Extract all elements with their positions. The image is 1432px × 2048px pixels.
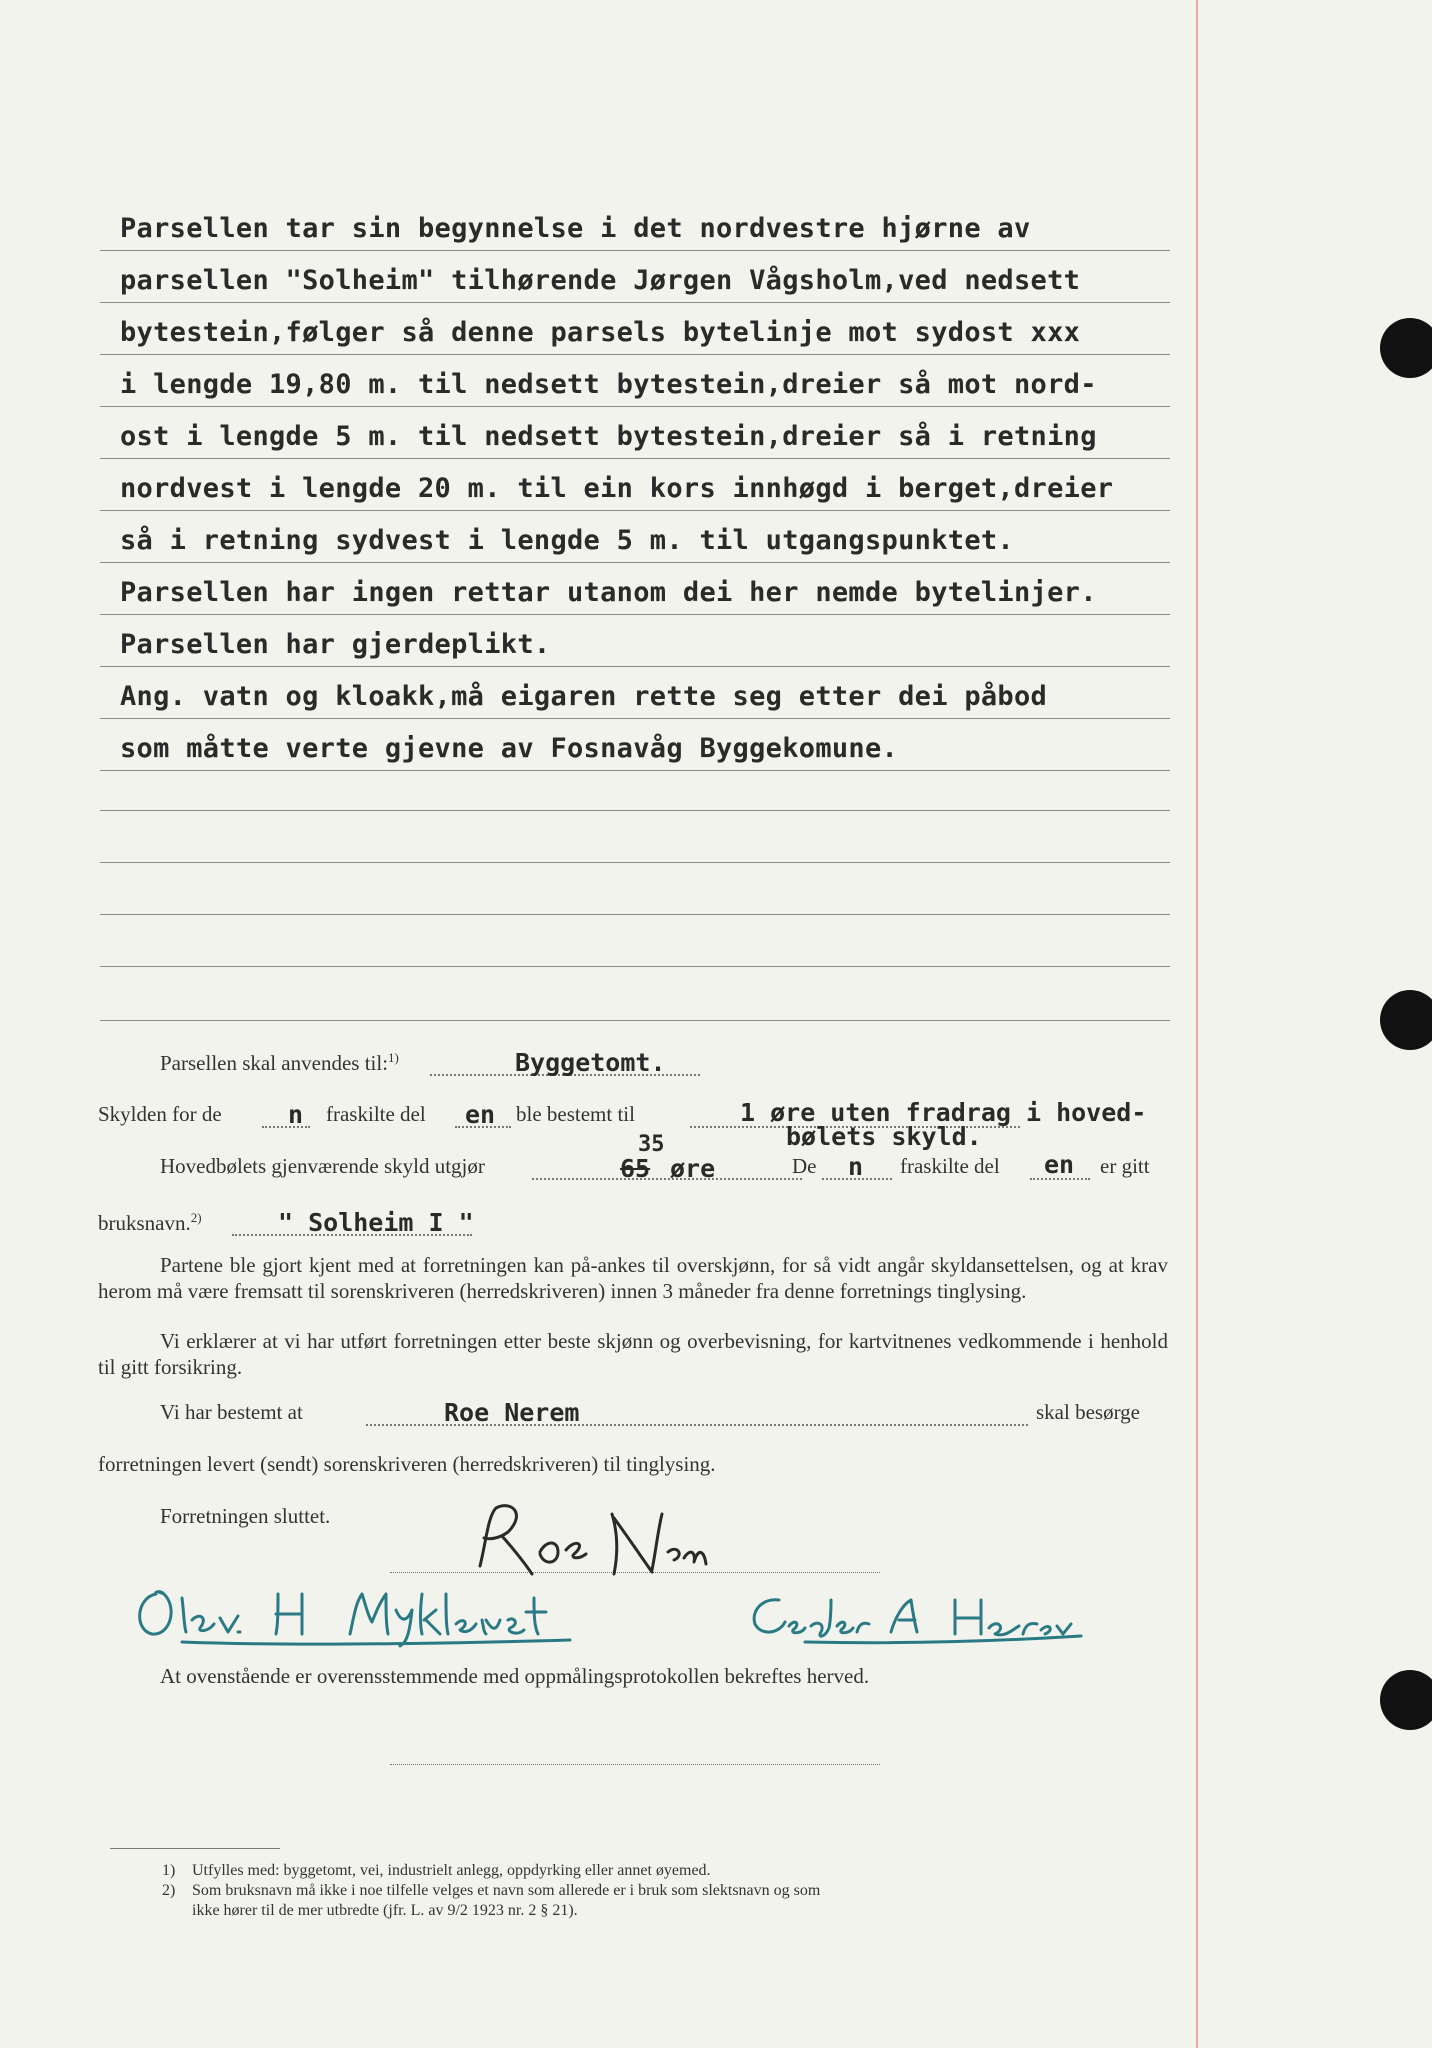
typed-line: som måtte verte gjevne av Fosnavåg Byggekomune. bbox=[100, 716, 1170, 771]
red-margin-line bbox=[1196, 0, 1198, 2048]
use-value: Byggetomt. bbox=[515, 1048, 666, 1077]
signature-line bbox=[390, 1764, 880, 1765]
skyld-fill-a: n bbox=[288, 1100, 304, 1129]
blank-line bbox=[100, 862, 1170, 863]
typed-line: Ang. vatn og kloakk,må eigaren rette seg etter dei påbod bbox=[100, 664, 1170, 719]
levert-line: forretningen levert (sendt) sorenskriveren (herredskriveren) til tinglysing. bbox=[98, 1452, 716, 1476]
blank-line bbox=[100, 914, 1170, 915]
typed-line: parsellen "Solheim" tilhørende Jørgen Vågsholm,ved nedsett bbox=[100, 248, 1170, 303]
typed-line: Parsellen har ingen rettar utanom dei her nemde bytelinjer. bbox=[100, 560, 1170, 615]
typed-line: Parsellen har gjerdeplikt. bbox=[100, 612, 1170, 667]
hoved-fill-a: n bbox=[848, 1152, 864, 1181]
hoved-unit: øre bbox=[670, 1154, 716, 1183]
skyld-fill-b: en bbox=[465, 1100, 496, 1129]
blank-line bbox=[100, 1020, 1170, 1021]
hoved-label: Hovedbølets gjenværende skyld utgjør bbox=[160, 1154, 485, 1178]
bestemt-value: Roe Nerem bbox=[444, 1398, 580, 1427]
footnote-rule bbox=[110, 1848, 280, 1849]
typed-line: nordvest i lengde 20 m. til ein kors innhøgd i berget,dreier bbox=[100, 456, 1170, 511]
punch-hole-bottom bbox=[1380, 1670, 1432, 1730]
dotted-fill bbox=[532, 1178, 802, 1180]
bestemt-label: Vi har bestemt at bbox=[160, 1400, 303, 1424]
hoved-fraskilte: fraskilte del bbox=[900, 1154, 1000, 1178]
handwritten-signature bbox=[130, 1580, 610, 1650]
hoved-value: 35 bbox=[638, 1132, 665, 1157]
skyld-label-b: fraskilte del bbox=[326, 1102, 426, 1126]
signature-roe-nerem bbox=[462, 1496, 712, 1591]
signature-olav-myklebust bbox=[130, 1580, 610, 1655]
sluttet-line: Forretningen sluttet. bbox=[160, 1504, 331, 1528]
skyld-value-line1: 1 øre uten fradrag i hoved- bbox=[740, 1098, 1147, 1127]
hoved-de: De bbox=[792, 1154, 817, 1178]
paragraph-declaration: Vi erklærer at vi har utført forretningen etter beste skjønn og overbevisning, for kartvitnenes vedkommende i henhold til gitt forsikring. bbox=[98, 1329, 1168, 1379]
use-label: Parsellen skal anvendes til:$^{1)}$ bbox=[160, 1050, 399, 1075]
footnote-1: Utfylles med: byggetomt, vei, industrielt anlegg, oppdyrking eller annet øyemed. bbox=[192, 1862, 711, 1879]
hoved-struck-value: 65 bbox=[620, 1154, 651, 1183]
handwritten-signature bbox=[462, 1496, 712, 1586]
typed-line: ost i lengde 5 m. til nedsett bytestein,dreier så i retning bbox=[100, 404, 1170, 459]
skyld-value-line2: bølets skyld. bbox=[786, 1122, 982, 1151]
bestemt-tail: skal besørge bbox=[1036, 1400, 1141, 1424]
typed-line: Parsellen tar sin begynnelse i det nordvestre hjørne av bbox=[100, 196, 1170, 251]
punch-hole-middle bbox=[1380, 990, 1432, 1050]
confirmation-line: At ovenstående er overensstemmende med oppmålingsprotokollen bekreftes herved. bbox=[160, 1664, 870, 1688]
punch-hole-top bbox=[1380, 318, 1432, 378]
footnote-mark-2: 2) bbox=[162, 1882, 176, 1899]
handwritten-signature bbox=[745, 1588, 1095, 1648]
hoved-fill-b: en bbox=[1044, 1150, 1075, 1179]
typed-line: bytestein,følger så denne parsels bytelinje mot sydost xxx bbox=[100, 300, 1170, 355]
skyld-label-a: Skylden for de bbox=[98, 1102, 222, 1126]
typed-line: i lengde 19,80 m. til nedsett bytestein,dreier så mot nord- bbox=[100, 352, 1170, 407]
skyld-label-c: ble bestemt til bbox=[516, 1102, 635, 1126]
footnote-2-cont: ikke hører til de mer utbredte (jfr. L. av 9/2 1923 nr. 2 § 21). bbox=[192, 1902, 578, 1919]
footnote-2: Som bruksnavn må ikke i noe tilfelle velges et navn som allerede er i bruk som slektsnavn og som bbox=[192, 1882, 821, 1899]
hoved-er-gitt: er gitt bbox=[1100, 1154, 1150, 1178]
paragraph-appeal: Partene ble gjort kjent med at forretningen kan på-ankes til overskjønn, for så vidt angår skyldansettelsen, og at krav herom må være fremsatt til sorenskriveren (herredskriveren) innen 3 måneder fra denne forretnings tinglysing. bbox=[98, 1253, 1168, 1303]
footnote-mark-1: 1) bbox=[162, 1862, 176, 1879]
bruks-value: " Solheim I " bbox=[278, 1208, 474, 1237]
signature-peder-hareu bbox=[745, 1588, 1095, 1653]
typed-line: så i retning sydvest i lengde 5 m. til utgangspunktet. bbox=[100, 508, 1170, 563]
bruks-label: bruksnavn.$^{2)}$ bbox=[98, 1210, 202, 1235]
blank-line bbox=[100, 966, 1170, 967]
blank-line bbox=[100, 810, 1170, 811]
